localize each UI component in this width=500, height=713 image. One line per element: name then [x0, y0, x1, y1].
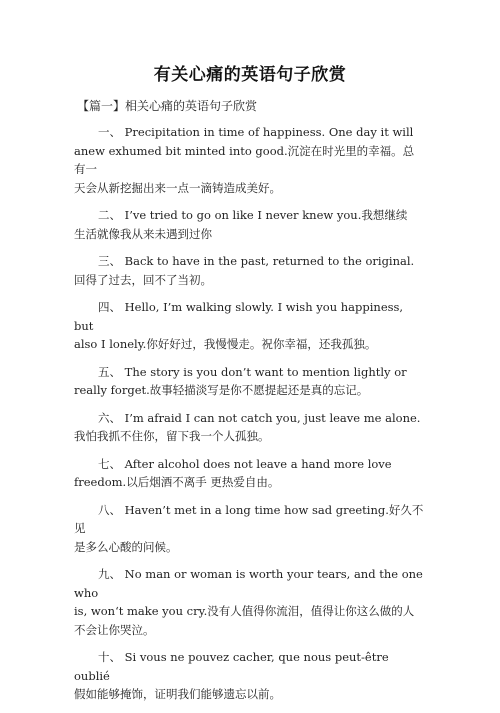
- item-line: also I lonely.你好好过，我慢慢走。祝你幸福，还我孤独。: [74, 337, 377, 351]
- list-item: [74, 455, 424, 492]
- item-line: 一、 Precipitation in time of happiness. One day it will: [98, 125, 414, 139]
- item-line: 五、 The story is you don’t want to mention lightly or: [98, 364, 407, 379]
- list-item: [74, 501, 424, 557]
- list-item: [74, 123, 424, 197]
- item-line: 二、 I’ve tried to go on like I never knew you.我想继续: [98, 208, 408, 222]
- item-line: 假如能够掩饰，证明我们能够遗忘以前。: [74, 687, 281, 701]
- item-line: 八、 Haven’t met in a long time how sad greeting.好久不见: [74, 502, 424, 535]
- item-line: 六、 I’m afraid I can not catch you, just leave me alone.: [98, 410, 421, 425]
- list-item: [74, 298, 424, 354]
- item-line: 十、 Si vous ne pouvez cacher, que nous peut-être oublié: [74, 650, 389, 683]
- list-item: [74, 206, 424, 243]
- section-heading: 【篇一】相关心痛的英语句子欣赏: [77, 99, 258, 113]
- item-line: is, won‘t make you cry.没有人值得你流泪，值得让你这么做的人: [74, 604, 415, 618]
- list-item: [74, 252, 424, 289]
- list-item: [74, 648, 424, 704]
- item-line: freedom.以后烟酒不离手 更热爱自由。: [74, 475, 280, 489]
- item-line: 不会让你哭泣。: [74, 622, 155, 637]
- list-item: [74, 363, 424, 400]
- item-line: anew exhumed bit minted into good.沉淀在时光里的幸福。总有一: [74, 143, 415, 176]
- item-line: really forget.故事轻描淡写是你不愿提起还是真的忘记。: [74, 383, 369, 397]
- item-line: 天会从新挖掘出来一点一滴铸造成美好。: [74, 180, 281, 195]
- document-title: 有关心痛的英语句子欣赏: [153, 65, 347, 85]
- item-line: 回得了过去，回不了当初。: [74, 272, 212, 287]
- item-line: 生活就像我从来未遇到过你: [74, 226, 212, 241]
- item-line: 九、 No man or woman is worth your tears, and the one who: [74, 567, 423, 600]
- item-line: 七、 After alcohol does not leave a hand more love: [98, 456, 392, 471]
- list-item: [74, 409, 424, 446]
- list-item: [74, 565, 424, 639]
- item-line: 我怕我抓不住你，留下我一个人孤独。: [74, 429, 270, 443]
- item-line: 是多么心酸的问候。: [74, 539, 178, 554]
- sentence-list: [74, 123, 424, 713]
- item-line: 三、 Back to have in the past, returned to the original.: [98, 254, 415, 268]
- item-line: 四、 Hello, I’m walking slowly. I wish you happiness, but: [74, 300, 404, 333]
